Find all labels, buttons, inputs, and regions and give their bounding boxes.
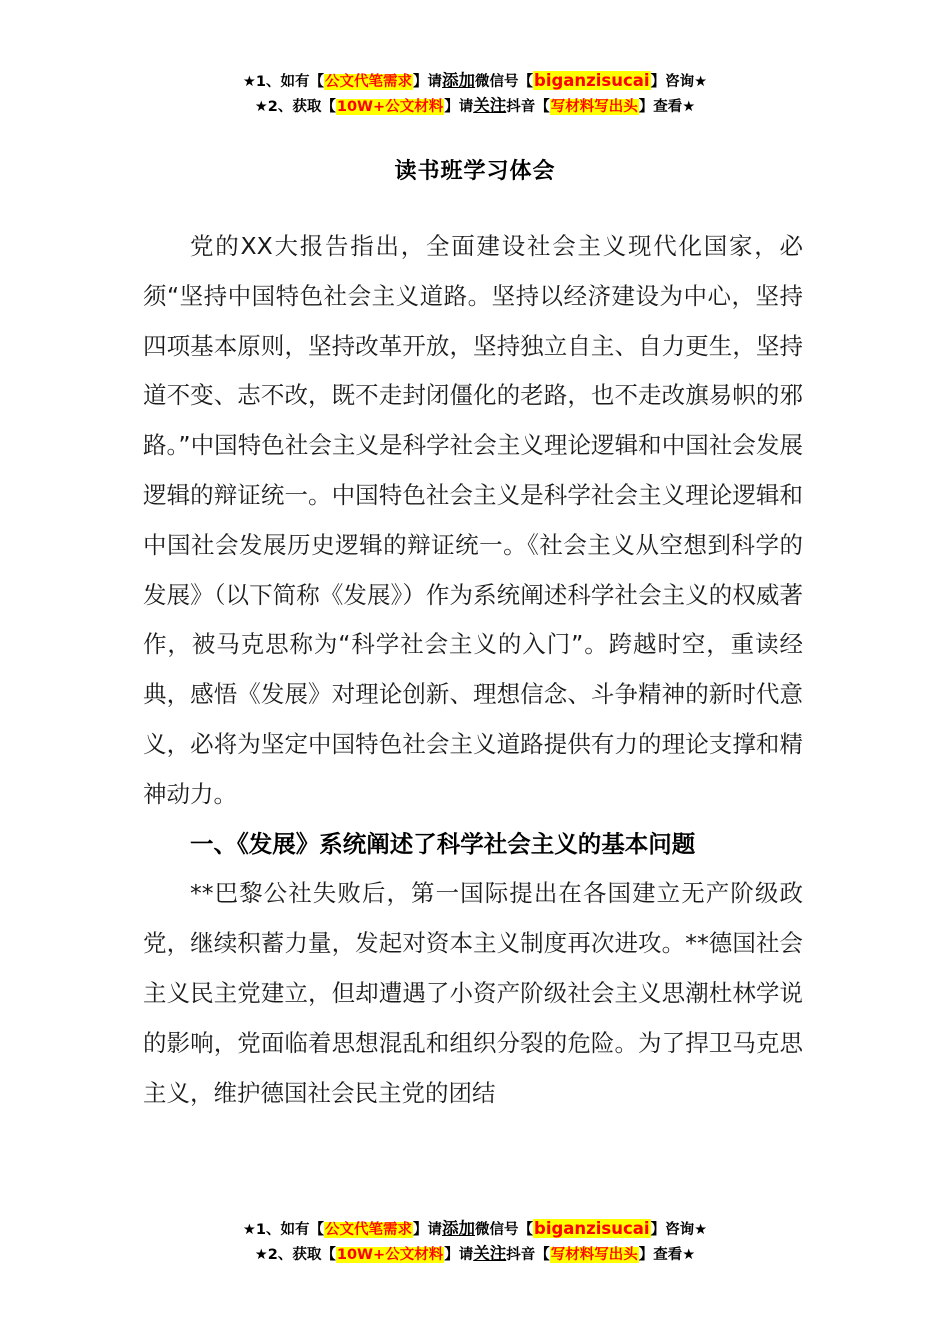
- document-body: [143, 222, 803, 1118]
- banner-text: 】查看★: [638, 99, 696, 115]
- banner-underlined-text: 添加: [442, 1219, 476, 1238]
- banner-text: ★1、如有【: [242, 74, 325, 90]
- banner-underlined-text: 添加: [442, 71, 476, 90]
- header-banner: [0, 68, 950, 118]
- banner-text: 】查看★: [638, 1247, 696, 1263]
- banner-text: ★1、如有【: [242, 1222, 325, 1238]
- banner-highlight: 公文代笔需求: [325, 1222, 413, 1238]
- banner-text: ★2、获取【: [254, 99, 336, 115]
- footer-banner: [0, 1216, 950, 1266]
- banner-text: 】请: [444, 99, 474, 115]
- document-title: 读书班学习体会: [394, 159, 556, 184]
- banner-line-1: [0, 1216, 950, 1241]
- banner-line-1: [0, 68, 950, 93]
- banner-highlight: 10W+公文材料: [336, 99, 444, 115]
- body-paragraph: **巴黎公社失败后，第一国际提出在各国建立无产阶级政党，继续积蓄力量，发起对资本主义制度再次进攻。**德国社会主义民主党建立，但却遭遇了小资产阶级社会主义思潮杜林学说的影响，党面临着思想混乱和组织分裂的危险。为了捍卫马克思主义，维护德国社会民主党的团结: [143, 879, 803, 1107]
- banner-highlight: 10W+公文材料: [336, 1247, 444, 1263]
- banner-text: 微信号【: [475, 1222, 534, 1238]
- body-paragraph: 党的XX大报告指出，全面建设社会主义现代化国家，必须“坚持中国特色社会主义道路。坚持以经济建设为中心，坚持四项基本原则，坚持改革开放，坚持独立自主、自力更生，坚持道不变、志不改，既不走封闭僵化的老路，也不走改旗易帜的邪路。”中国特色社会主义是科学社会主义理论逻辑和中国社会发展逻辑的辩证统一。中国特色社会主义是科学社会主义理论逻辑和中国社会发展历史逻辑的辩证统一。《社会主义从空想到科学的发展》（以下简称《发展》）作为系统阐述科学社会主义的权威著作，被马克思称为“科学社会主义的入门”。跨越时空，重读经典，感悟《发展》对理论创新、理想信念、斗争精神的新时代意义，必将为坚定中国特色社会主义道路提供有力的理论支撑和精神动力。: [143, 232, 803, 808]
- banner-wechat-id: biganzisucai: [534, 71, 650, 90]
- banner-line-2: [0, 1241, 950, 1266]
- banner-text: ★2、获取【: [254, 1247, 336, 1263]
- banner-text: 微信号【: [475, 74, 534, 90]
- banner-text: 】咨询★: [650, 74, 708, 90]
- banner-line-2: [0, 93, 950, 118]
- banner-underlined-text: 关注: [473, 1244, 507, 1263]
- banner-wechat-id: biganzisucai: [534, 1219, 650, 1238]
- banner-text: 】请: [444, 1247, 474, 1263]
- banner-text: 抖音【: [506, 1247, 550, 1263]
- banner-highlight: 写材料写出头: [550, 1247, 638, 1263]
- banner-text: 】请: [413, 1222, 443, 1238]
- banner-text: 抖音【: [506, 99, 550, 115]
- banner-text: 】咨询★: [650, 1222, 708, 1238]
- banner-underlined-text: 关注: [473, 96, 507, 115]
- section-heading: 一、《发展》系统阐述了科学社会主义的基本问题: [190, 829, 696, 858]
- banner-highlight: 公文代笔需求: [325, 74, 413, 90]
- banner-text: 】请: [413, 74, 443, 90]
- banner-highlight: 写材料写出头: [550, 99, 638, 115]
